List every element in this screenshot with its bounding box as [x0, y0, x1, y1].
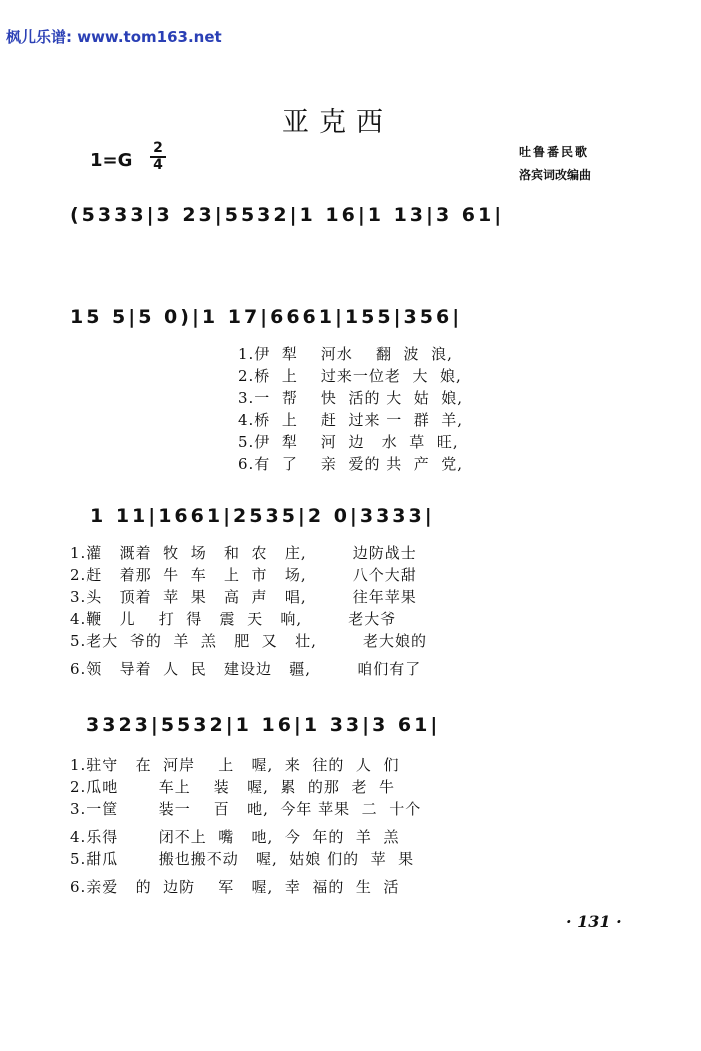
time-signature-top: 2 — [153, 140, 163, 156]
lyric-line: 2.赶 着那 牛 车 上 市 场, 八个大甜 — [70, 566, 417, 584]
notation-line: 15 5|5 0)|1 17|6661|155|356| — [70, 306, 463, 328]
lyric-line: 6.领 导着 人 民 建设边 疆, 咱们有了 — [70, 660, 422, 678]
song-title: 亚克西 — [282, 107, 393, 138]
lyric-line: 2.桥 上 过来一位老 大 娘, — [238, 367, 462, 385]
credit-origin: 吐鲁番民歌 — [519, 145, 590, 159]
notation-line: (5333|3 23|5532|1 16|1 13|3 61| — [70, 204, 505, 226]
staff-system-2 — [70, 298, 645, 338]
site-header: 枫儿乐谱: www.tom163.net — [6, 28, 222, 46]
page-number: · 131 · — [566, 912, 622, 931]
notation-line: 1 11|1661|2535|2 0|3333| — [90, 505, 435, 527]
credit-arranger: 洛宾词改编曲 — [519, 168, 592, 182]
lyric-line: 3.头 顶着 苹 果 高 声 唱, 往年苹果 — [70, 588, 417, 606]
lyric-line: 5.甜瓜 搬也搬不动 喔, 姑娘 们的 苹 果 — [70, 850, 415, 868]
lyric-line: 3.一筐 装一 百 吔, 今年 苹果 二 十个 — [70, 800, 422, 818]
staff-system-4 — [70, 706, 645, 746]
time-signature-bottom: 4 — [153, 157, 163, 173]
lyric-line: 4.鞭 儿 打 得 震 天 响, 老大爷 — [70, 610, 397, 628]
notation-line: 3323|5532|1 16|1 33|3 61| — [86, 714, 441, 736]
lyric-line: 4.乐得 闭不上 嘴 吔, 今 年的 羊 羔 — [70, 828, 400, 846]
key-signature: 1=G — [90, 150, 133, 171]
lyrics-block-1 — [238, 343, 701, 475]
staff-system-1 — [70, 196, 645, 236]
lyric-line: 1.驻守 在 河岸 上 喔, 来 往的 人 们 — [70, 756, 400, 774]
lyric-line: 5.伊 犁 河 边 水 草 旺, — [238, 433, 459, 451]
lyric-line: 4.桥 上 赶 过来 一 群 羊, — [238, 411, 464, 429]
lyric-line: 3.一 帮 快 活的 大 姑 娘, — [238, 389, 464, 407]
staff-system-3 — [70, 497, 645, 537]
lyric-line: 1.伊 犁 河水 翻 波 浪, — [238, 345, 453, 363]
lyrics-block-2 — [70, 542, 630, 680]
time-signature — [150, 142, 166, 172]
lyric-line: 6.有 了 亲 爱的 共 产 党, — [238, 455, 464, 473]
lyric-line: 2.瓜吔 车上 装 喔, 累 的那 老 牛 — [70, 778, 395, 796]
lyric-line: 5.老大 爷的 羊 羔 肥 又 壮, 老大娘的 — [70, 632, 427, 650]
lyrics-block-3 — [70, 754, 630, 898]
lyric-line: 6.亲爱 的 边防 军 喔, 幸 福的 生 活 — [70, 878, 400, 896]
lyric-line: 1.灌 溉着 牧 场 和 农 庄, 边防战士 — [70, 544, 417, 562]
